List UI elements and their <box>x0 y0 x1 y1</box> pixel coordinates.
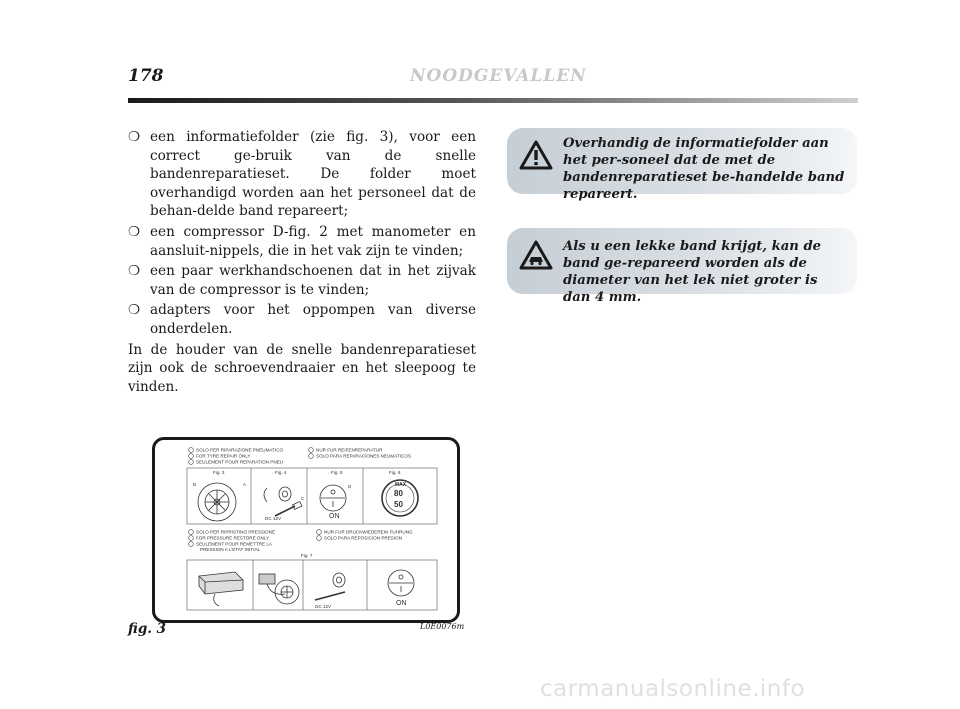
label-block-mid-left <box>189 530 276 552</box>
voltage-label: DC 12V <box>315 604 332 609</box>
gauge-max-label: MAX <box>395 482 407 488</box>
list-item-text: een compressor D-fig. 2 met manometer en aansluit-nippels, die in het vak zijn te vinden; <box>150 223 476 259</box>
compressor-drawing <box>199 572 243 606</box>
bullet-marker: ❍ <box>128 223 141 240</box>
callout-text: Als u een lekke band krijgt, kan de band ge-repareerd worden als de diameter van het lek niet groter is dan 4 mm. <box>563 239 822 305</box>
callout-letter: D <box>348 484 352 489</box>
wheel-with-hose-drawing <box>259 574 299 604</box>
header-rule <box>128 98 858 103</box>
switch-on-label: ON <box>396 600 407 607</box>
car-warning-triangle-icon <box>519 240 553 274</box>
fig-label: Fig. 5 <box>331 470 343 475</box>
label-line: FOR PRESSURE RESTORE ONLY <box>196 535 270 541</box>
fig-label: Fig. 3 <box>213 470 225 475</box>
paragraph: In de houder van de snelle bandenreparatieset zijn ook de schroevendraaier en het sleepoog te vinden. <box>128 341 476 395</box>
callout-letter: C <box>301 496 305 501</box>
watermark: carmanualsonline.info <box>540 676 806 702</box>
label-line: SOLO PER RIPRISTINO PRESSIONE <box>196 529 276 535</box>
switch-on-label: ON <box>329 513 340 520</box>
label-block-mid-right <box>317 530 413 541</box>
valve-connection-drawing <box>315 573 345 600</box>
warning-triangle-icon <box>519 140 553 174</box>
label-line: SOLO PER RIPARAZIONE PNEUMATICO <box>196 447 284 453</box>
folder-illustration <box>155 440 457 620</box>
label-line: SEULEMENT POUR REMETTRE LA <box>196 541 272 547</box>
callout-letter: B <box>193 482 197 487</box>
label-line: NUR FUR REIFENREPARATUR <box>316 447 383 453</box>
bullet-marker: ❍ <box>128 263 141 280</box>
callout-letter: A <box>243 482 247 487</box>
list-item-text: een informatiefolder (zie fig. 3), voor een correct ge-bruik van de snelle bandenreparatieset. De folder moet overhandigd worden aan het personeel dat de behan-delde band repareert; <box>150 129 476 220</box>
page-number: 178 <box>128 66 164 86</box>
list-item <box>128 262 476 299</box>
figure-code: L0E0076m <box>420 622 465 631</box>
label-line: SEULEMENT POUR REPARATION PNEU <box>196 459 284 465</box>
list-item <box>128 128 476 221</box>
car-warning-callout <box>507 228 857 305</box>
label-block-top-left <box>189 448 284 465</box>
gauge-value: 50 <box>394 500 403 509</box>
wheel-drawing <box>198 483 236 521</box>
callout-text: Overhandig de informatiefolder aan het per-soneel dat de met de bandenreparatieset be-handelde band repareert. <box>563 136 845 202</box>
bullet-marker: ❍ <box>128 302 141 319</box>
label-line: SOLO PARA REPARACIONES NEUMATICOS <box>316 453 411 459</box>
label-line: FOR TYRE REPAIR ONLY <box>196 453 251 459</box>
fig-label: Fig. 7 <box>301 553 313 558</box>
list-item <box>128 301 476 338</box>
gauge-value: 80 <box>394 489 403 498</box>
fig-label: Fig. 4 <box>275 470 287 475</box>
label-line: SOLO PARA REPOSICION PRESION <box>324 535 403 541</box>
switch-drawing <box>320 485 346 511</box>
switch-drawing <box>388 570 414 596</box>
warning-callout <box>507 128 857 202</box>
bullet-marker: ❍ <box>128 129 141 145</box>
label-line: PRESSION A L'ETAT INITIAL <box>200 547 261 552</box>
figure-caption: fig. 3 <box>128 621 167 637</box>
fig-label: Fig. 6 <box>389 470 401 475</box>
valve-drawing <box>264 487 302 516</box>
label-block-top-right <box>309 448 411 459</box>
list-item-text: een paar werkhandschoenen dat in het zijvak van de compressor is te vinden; <box>150 263 476 298</box>
info-folder-figure <box>152 437 460 623</box>
list-item-text: adapters voor het oppompen van diverse onderdelen. <box>150 302 476 337</box>
section-title: NOODGEVALLEN <box>410 66 587 86</box>
voltage-label: DC 12V <box>265 516 282 521</box>
list-item <box>128 223 476 260</box>
body-text <box>128 128 476 396</box>
label-line: NUR FUR DRUCKWIEDEREIN FUHRUNG <box>324 529 413 535</box>
